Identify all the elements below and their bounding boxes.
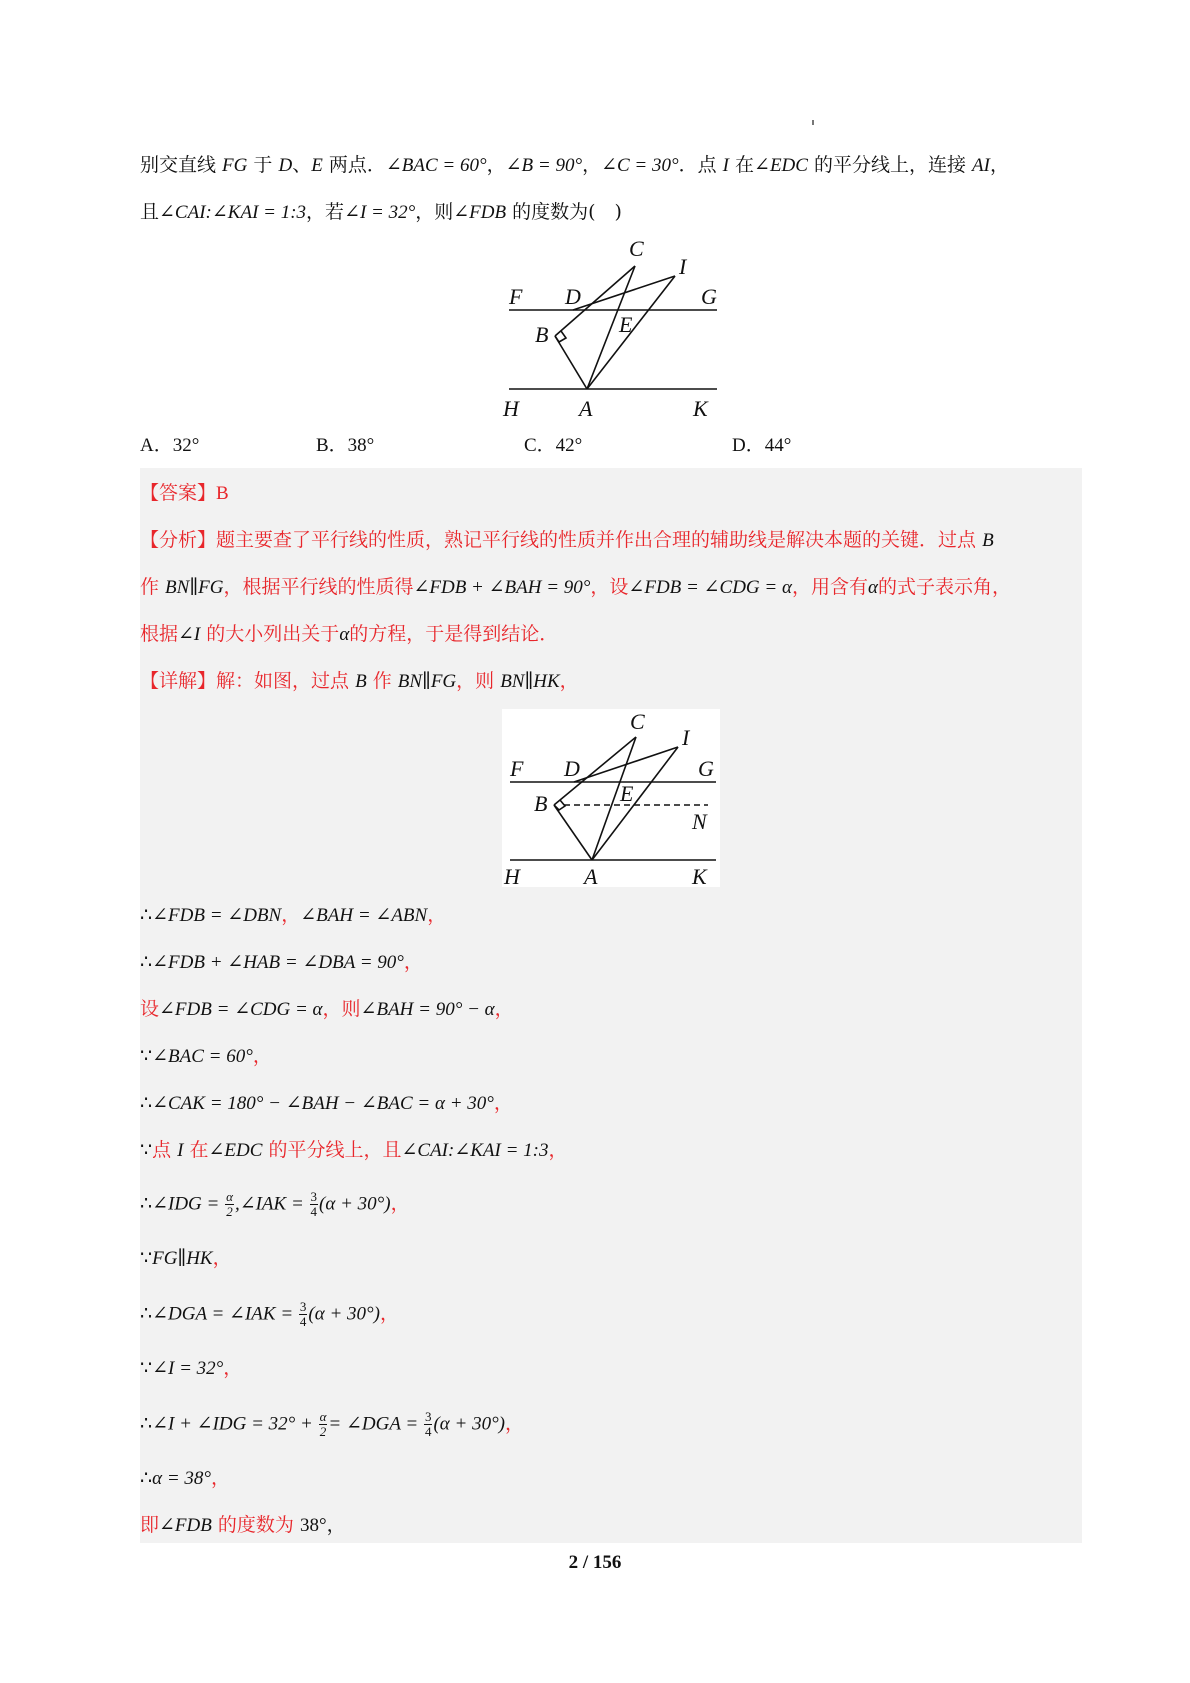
punct: ， <box>403 951 423 973</box>
text: 且 <box>140 201 160 223</box>
text: ， <box>486 154 506 176</box>
symbol: ∴ <box>140 905 153 926</box>
math: = ∠DGA = <box>328 1413 423 1435</box>
math: FG <box>222 155 248 176</box>
symbol: ∴ <box>140 952 153 973</box>
geometry-figure-question <box>495 236 725 421</box>
text: ， <box>582 154 602 176</box>
svg-text:G: G <box>698 756 714 781</box>
math: ∠CAI:∠KAI = 1:3 <box>159 202 307 223</box>
svg-text:D: D <box>564 756 580 781</box>
text: 于 <box>247 154 279 176</box>
svg-text:N: N <box>692 809 707 834</box>
fraction: $\frac{\alpha}{2}$ <box>226 1189 233 1219</box>
math: E <box>311 155 323 176</box>
symbol: ∵ <box>140 1046 153 1067</box>
math: ∠I + ∠IDG = 32° + <box>152 1413 318 1435</box>
math: (α + 30°) <box>308 1303 380 1325</box>
math: FG∥HK <box>152 1248 213 1269</box>
math: ∠I = 32° <box>344 202 416 223</box>
math: ∠FDB <box>159 1515 212 1536</box>
math: ∠BAC = 60° <box>152 1046 253 1067</box>
math: (α + 30°) <box>319 1193 391 1215</box>
math: ∠FDB = ∠DBN <box>152 905 282 926</box>
text: 作 <box>366 670 398 692</box>
punct: ， <box>427 904 447 926</box>
answer-tag: 【答案】 <box>140 482 217 504</box>
math: BN∥HK <box>500 671 560 692</box>
option-d: D．44° <box>732 435 792 456</box>
math: ∠I = 32° <box>152 1358 224 1379</box>
analysis-tag: 【分析】 <box>140 529 217 551</box>
svg-text:H: H <box>504 864 520 887</box>
math: ∠FDB + ∠HAB = ∠DBA = 90° <box>152 952 404 973</box>
math: BN∥FG <box>165 577 224 598</box>
step-11 <box>140 1410 524 1439</box>
text: 作 <box>140 576 166 598</box>
step-13-conclusion <box>140 1512 346 1539</box>
svg-text:C: C <box>630 709 645 734</box>
text: 两点． <box>322 154 386 176</box>
text: ，则 <box>415 201 454 223</box>
text: ， <box>989 154 1009 176</box>
math: ∠FDB + ∠BAH = 90° <box>413 577 591 598</box>
value: 38° <box>299 1515 327 1536</box>
symbol: ∴ <box>140 1468 153 1489</box>
text: ，若 <box>306 201 345 223</box>
punct: ， <box>548 1139 568 1161</box>
step-10 <box>140 1355 242 1382</box>
fraction: $\frac{3}{4}$ <box>310 1189 318 1219</box>
math: ∠B = 90° <box>505 155 583 176</box>
svg-text:A: A <box>579 396 593 421</box>
text: ，则 <box>456 670 501 692</box>
svg-text:C: C <box>629 236 644 261</box>
answer-line <box>140 480 229 507</box>
punct: ， <box>505 1412 525 1435</box>
math: ∠EDC <box>754 155 808 176</box>
geometry-figure-solution <box>502 709 720 887</box>
detail-line <box>140 668 579 695</box>
punct: ， <box>223 1357 243 1379</box>
step-9 <box>140 1300 399 1329</box>
text: 题主要查了平行线的性质，熟记平行线的性质并作出合理的辅助线是解决本题的关键．过点 <box>216 529 983 551</box>
text: 在 <box>728 154 755 176</box>
math: I <box>722 155 729 176</box>
punct: ， <box>252 1045 272 1067</box>
svg-text:I: I <box>679 254 687 279</box>
text: 的式子表示角， <box>877 576 1011 598</box>
text: 的大小列出关于 <box>200 623 340 645</box>
punct: ， <box>212 1247 232 1269</box>
math: ∠IDG = <box>152 1193 225 1215</box>
page-number: 2 / 156 <box>568 1552 622 1573</box>
symbol: ∵ <box>140 1358 153 1379</box>
text: 根据 <box>140 623 179 645</box>
step-1 <box>140 902 446 929</box>
text: 、 <box>292 154 312 176</box>
math: (α + 30°) <box>433 1413 505 1435</box>
step-5 <box>140 1090 513 1117</box>
step-2 <box>140 949 423 976</box>
svg-text:E: E <box>620 781 634 806</box>
text: ， <box>559 670 579 692</box>
text: 点 <box>152 1139 178 1161</box>
fraction: $\frac{3}{4}$ <box>299 1299 307 1329</box>
math: B <box>355 671 367 692</box>
symbol: ∵ <box>140 1248 153 1269</box>
punct: ， <box>379 1302 399 1325</box>
math: ∠FDB <box>453 202 507 223</box>
step-6 <box>140 1137 568 1164</box>
math: ∠FDB = ∠CDG = α <box>159 999 323 1020</box>
symbol: ∴ <box>140 1413 153 1435</box>
text: ，根据平行线的性质得 <box>223 576 414 598</box>
text: 的度数为 <box>211 1514 300 1536</box>
text: 的平分线上，且 <box>262 1139 402 1161</box>
symbol: ∴ <box>140 1093 153 1114</box>
option-a: A．32° <box>140 435 200 456</box>
punct: ， <box>326 1514 346 1536</box>
fraction: $\frac{\alpha}{2}$ <box>319 1409 327 1439</box>
svg-text:B: B <box>535 322 549 347</box>
punct: ， <box>494 998 514 1020</box>
math: ∠FDB = ∠CDG = α <box>628 577 792 598</box>
text: 别交直线 <box>140 154 223 176</box>
text: 在 <box>183 1139 209 1161</box>
svg-text:D: D <box>565 284 581 309</box>
analysis-line-2 <box>140 574 1011 601</box>
symbol: ∴ <box>140 1193 153 1215</box>
svg-text:K: K <box>692 864 707 887</box>
svg-text:G: G <box>701 284 717 309</box>
text: 的平分线上，连接 <box>807 154 973 176</box>
svg-text:H: H <box>503 396 519 421</box>
svg-text:F: F <box>510 756 524 781</box>
math: ∠EDC <box>208 1140 263 1161</box>
math: α <box>867 577 878 598</box>
symbol: ∵ <box>140 1140 153 1161</box>
text: 的方程，于是得到结论． <box>349 623 559 645</box>
answer-value: B <box>216 483 229 504</box>
step-4 <box>140 1043 272 1070</box>
math: D <box>278 155 293 176</box>
svg-text:A: A <box>584 864 598 887</box>
svg-text:B: B <box>534 791 548 816</box>
analysis-line-3 <box>140 621 558 648</box>
text: ，用含有 <box>791 576 868 598</box>
step-8 <box>140 1245 232 1272</box>
math: ,∠IAK = <box>234 1193 309 1215</box>
math: ∠BAH = 90° − α <box>360 999 495 1020</box>
math: α <box>339 624 350 645</box>
symbol: ∴ <box>140 1303 153 1325</box>
math: ∠CAK = 180° − ∠BAH − ∠BAC = α + 30° <box>152 1093 494 1114</box>
svg-text:F: F <box>509 284 523 309</box>
analysis-line-1 <box>140 527 994 554</box>
punct: ， <box>211 1467 231 1489</box>
svg-text:E: E <box>619 312 633 337</box>
stray-mark <box>812 120 814 125</box>
math: ∠I <box>178 624 201 645</box>
math: ∠C = 30° <box>601 155 679 176</box>
punct: ， <box>390 1192 410 1215</box>
sep: ， <box>281 904 301 926</box>
text: ，则 <box>322 998 361 1020</box>
math: ∠CAI:∠KAI = 1:3 <box>401 1140 549 1161</box>
svg-text:I: I <box>682 725 690 750</box>
text: 设 <box>140 998 160 1020</box>
step-7 <box>140 1190 410 1219</box>
punct: ， <box>493 1092 513 1114</box>
option-b: B．38° <box>316 435 375 456</box>
svg-text:K: K <box>693 396 708 421</box>
math: α = 38° <box>152 1468 211 1489</box>
step-3 <box>140 996 514 1023</box>
math: ∠BAC = 60° <box>385 155 487 176</box>
text: ，设 <box>590 576 629 598</box>
question-line-2 <box>140 199 622 226</box>
text: 解：如图，过点 <box>216 670 356 692</box>
math: I <box>177 1140 184 1161</box>
fraction: $\frac{3}{4}$ <box>424 1409 432 1439</box>
text: ．点 <box>678 154 723 176</box>
math: BN∥FG <box>397 671 457 692</box>
math: AI <box>972 155 990 176</box>
step-12 <box>140 1465 230 1492</box>
math: ∠BAH = ∠ABN <box>300 905 428 926</box>
option-c: C．42° <box>524 435 583 456</box>
question-line-1 <box>140 152 1009 179</box>
text: 的度数为( ) <box>506 201 622 223</box>
math: ∠DGA = ∠IAK = <box>152 1303 298 1325</box>
detail-tag: 【详解】 <box>140 670 217 692</box>
math: B <box>982 530 994 551</box>
text: 即 <box>140 1514 160 1536</box>
